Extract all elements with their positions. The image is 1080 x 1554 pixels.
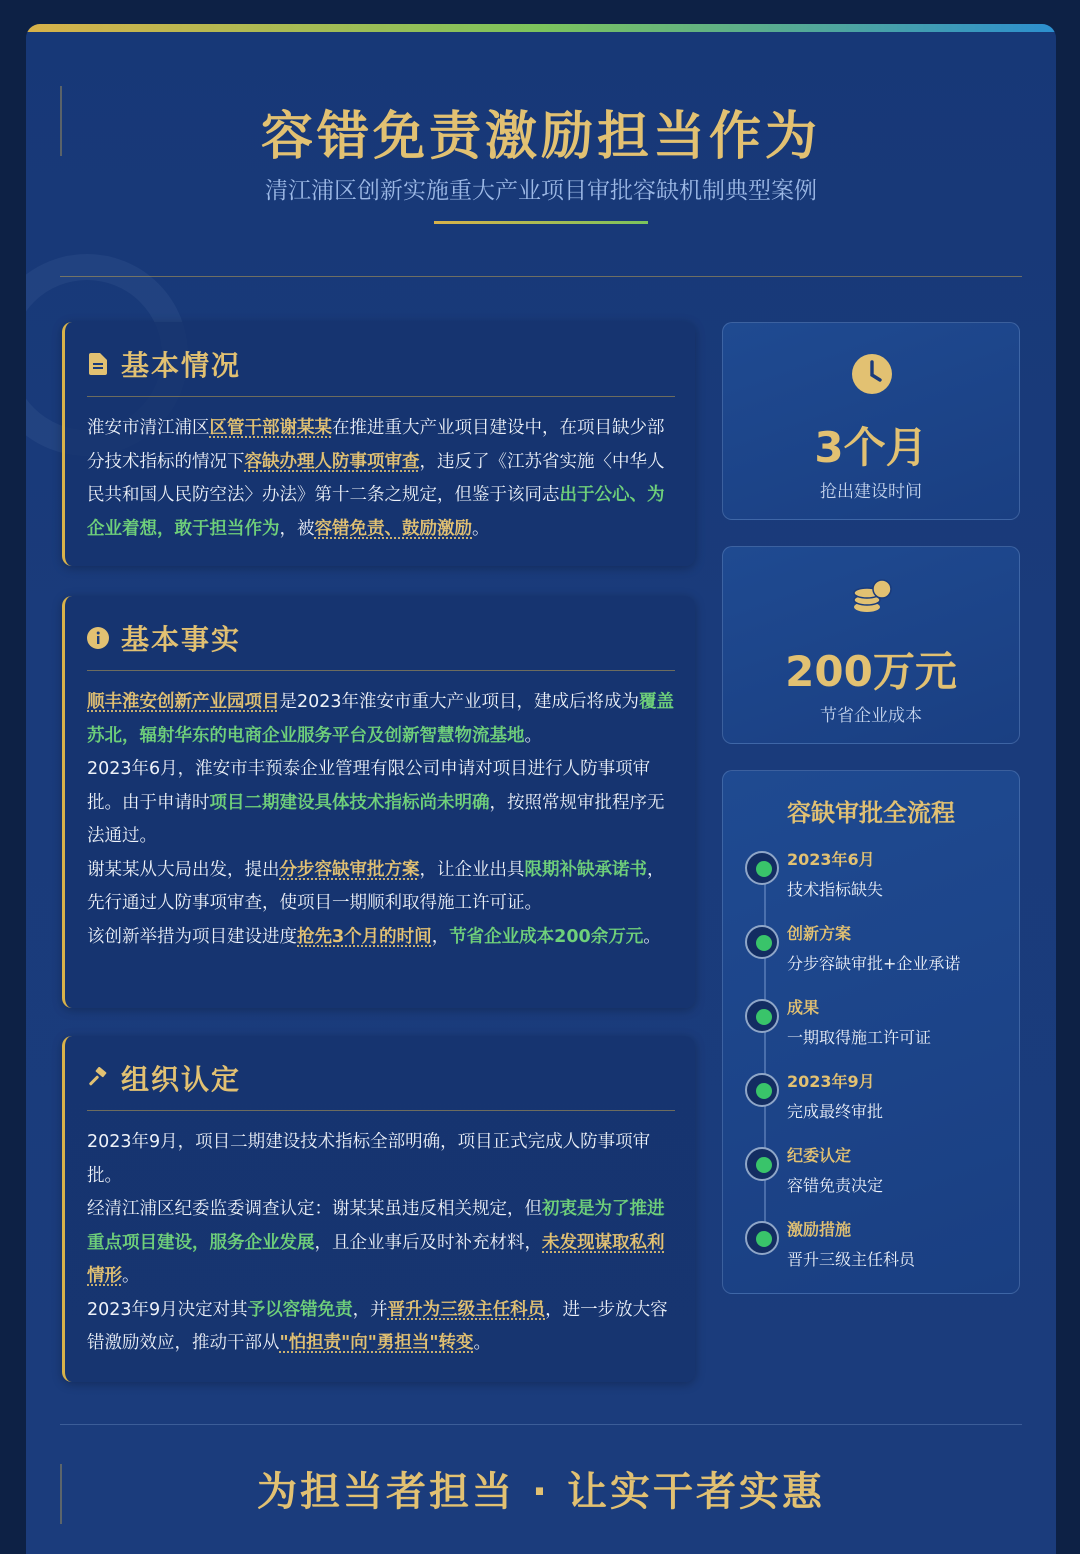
section-divider: [87, 396, 675, 397]
stat-card-time: [722, 322, 1020, 520]
step-title: 激励措施: [787, 1220, 852, 1239]
body-text: 经清江浦区纪委监委调查认定：谢某某虽违反相关规定，但: [87, 1199, 542, 1219]
section-title: 基本事实: [121, 623, 242, 656]
section-divider: [87, 1110, 675, 1111]
body-text: 2023年9月决定对其: [87, 1299, 248, 1320]
flow-title: 容缺审批全流程: [787, 799, 955, 827]
highlight-text: 初衷是为了推进重点项目建设，服务企业发展: [87, 1199, 665, 1253]
page-title: 容错免责激励担当作为: [260, 107, 821, 167]
step-marker-icon: [745, 1221, 779, 1255]
section-basic-facts: [62, 596, 695, 1008]
body-text: ，并: [352, 1299, 388, 1320]
highlight-text: 出于公心、为企业着想，敢于担当作为: [87, 485, 665, 539]
flow-step: [745, 1069, 1005, 1129]
section-body: [87, 1126, 677, 1361]
paragraph: [87, 753, 677, 854]
footer-slogan: 为担当者担当 · 让实干者实惠: [256, 1469, 826, 1515]
body-text: ，按照常规审批程序无法通过。: [87, 792, 665, 846]
step-title: 纪委认定: [787, 1146, 852, 1165]
step-marker-icon: [745, 925, 779, 959]
page-subtitle: 清江浦区创新实施重大产业项目审批容缺机制典型案例: [265, 178, 817, 204]
body-text: ，违反了《江苏省实施〈中华人民共和国人民防空法〉办法》第十二条之规定，但鉴于该同志: [87, 451, 665, 505]
flow-step: [745, 1217, 1005, 1277]
highlight-text: 晋升为三级主任科员: [387, 1299, 546, 1320]
step-desc: 技术指标缺失: [787, 880, 884, 899]
section-divider: [87, 670, 675, 671]
step-title: 2023年9月: [787, 1072, 875, 1091]
highlight-text: 抢先3个月的时间: [297, 926, 432, 947]
poster: [26, 24, 1056, 1554]
gavel-icon: [87, 1067, 109, 1089]
highlight-text: 项目二期建设具体技术指标尚未明确: [209, 792, 490, 813]
paragraph: [87, 921, 677, 955]
highlight-text: 节省企业成本200余万元: [449, 926, 644, 947]
highlight-text: 限期补缺承诺书: [524, 859, 647, 880]
body-text: 2023年6月，淮安市丰预泰企业管理有限公司申请对项目进行人防事项审批。由于申请时: [87, 759, 651, 813]
step-desc: 晋升三级主任科员: [787, 1250, 916, 1269]
document-icon: [87, 353, 109, 375]
highlight-text: 未发现谋取私利情形: [87, 1232, 665, 1286]
clock-icon: [851, 353, 893, 395]
flow-step: [745, 847, 1005, 907]
highlight-text: 容缺办理人防事项审查: [244, 451, 420, 472]
section-basic-situation: [62, 322, 695, 566]
header-divider: [60, 276, 1022, 277]
body-text: 是2023年淮安市重大产业项目，建成后将成为: [279, 692, 640, 712]
body-text: 该创新举措为项目建设进度: [87, 926, 297, 947]
section-body: [87, 686, 677, 954]
stat-value: 3个月: [814, 423, 928, 472]
highlight-text: 予以容错免责: [247, 1299, 353, 1320]
step-title: 创新方案: [787, 924, 852, 943]
approval-flow-panel: [722, 770, 1020, 1294]
body-text: ，: [431, 926, 450, 947]
step-title: 2023年6月: [787, 850, 875, 869]
highlight-text: 区管干部谢某某: [209, 418, 332, 438]
body-text: ，先行通过人防事项审查，使项目一期顺利取得施工许可证。: [87, 859, 665, 913]
stat-label: 节省企业成本: [820, 706, 922, 726]
stat-value: 200万元: [785, 647, 957, 696]
body-text: ，被: [279, 518, 315, 539]
step-desc: 完成最终审批: [787, 1102, 884, 1121]
stat-label: 抢出建设时间: [820, 482, 922, 502]
body-text: 淮安市清江浦区: [87, 418, 210, 438]
body-text: 。: [524, 725, 542, 746]
body-text: 2023年9月，项目二期建设技术指标全部明确，项目正式完成人防事项审批。: [87, 1132, 651, 1186]
paragraph: [87, 1193, 677, 1294]
highlight-text: 分步容缺审批方案: [279, 859, 420, 880]
top-accent-bar: [26, 24, 1056, 32]
info-icon: [87, 627, 109, 649]
highlight-text: "怕担责"向"勇担当"转变: [279, 1333, 474, 1353]
section-body: [87, 412, 677, 546]
body-text: ，进一步放大容错激励效应，推动干部从: [87, 1299, 668, 1353]
body-text: ，让企业出具: [419, 859, 525, 880]
step-marker-icon: [745, 851, 779, 885]
step-desc: 分步容缺审批+企业承诺: [787, 954, 961, 973]
flow-step: [745, 995, 1005, 1055]
paragraph: [87, 854, 677, 921]
section-organizational-determination: [62, 1036, 695, 1382]
flow-step: [745, 1143, 1005, 1203]
paragraph: [87, 1126, 677, 1193]
flow-step: [745, 921, 1005, 981]
step-title: 成果: [787, 998, 820, 1017]
body-text: ，且企业事后及时补充材料，: [314, 1232, 542, 1253]
highlight-text: 容错免责、鼓励激励: [314, 518, 472, 539]
title-underline: [434, 221, 648, 224]
section-title: 组织认定: [121, 1063, 242, 1096]
stat-card-cost: [722, 546, 1020, 744]
body-text: 。: [643, 926, 661, 947]
paragraph: [87, 412, 677, 546]
paragraph: [87, 1294, 677, 1361]
highlight-text: 覆盖苏北，辐射华东的电商企业服务平台及创新智慧物流基地: [87, 692, 675, 746]
body-text: 谢某某从大局出发，提出: [87, 859, 280, 880]
body-text: 在推进重大产业项目建设中，在项目缺少部分技术指标的情况下: [87, 418, 665, 472]
step-marker-icon: [745, 999, 779, 1033]
step-marker-icon: [745, 1147, 779, 1181]
footer-divider: [60, 1424, 1022, 1425]
step-desc: 容错免责决定: [787, 1176, 884, 1195]
highlight-text: 顺丰淮安创新产业园项目: [87, 692, 280, 712]
body-text: 。: [122, 1266, 140, 1286]
coins-icon: [851, 577, 893, 619]
body-text: 。: [473, 1333, 491, 1353]
step-marker-icon: [745, 1073, 779, 1107]
body-text: 。: [472, 518, 490, 539]
paragraph: [87, 686, 677, 753]
section-title: 基本情况: [121, 349, 242, 382]
step-desc: 一期取得施工许可证: [787, 1028, 932, 1047]
